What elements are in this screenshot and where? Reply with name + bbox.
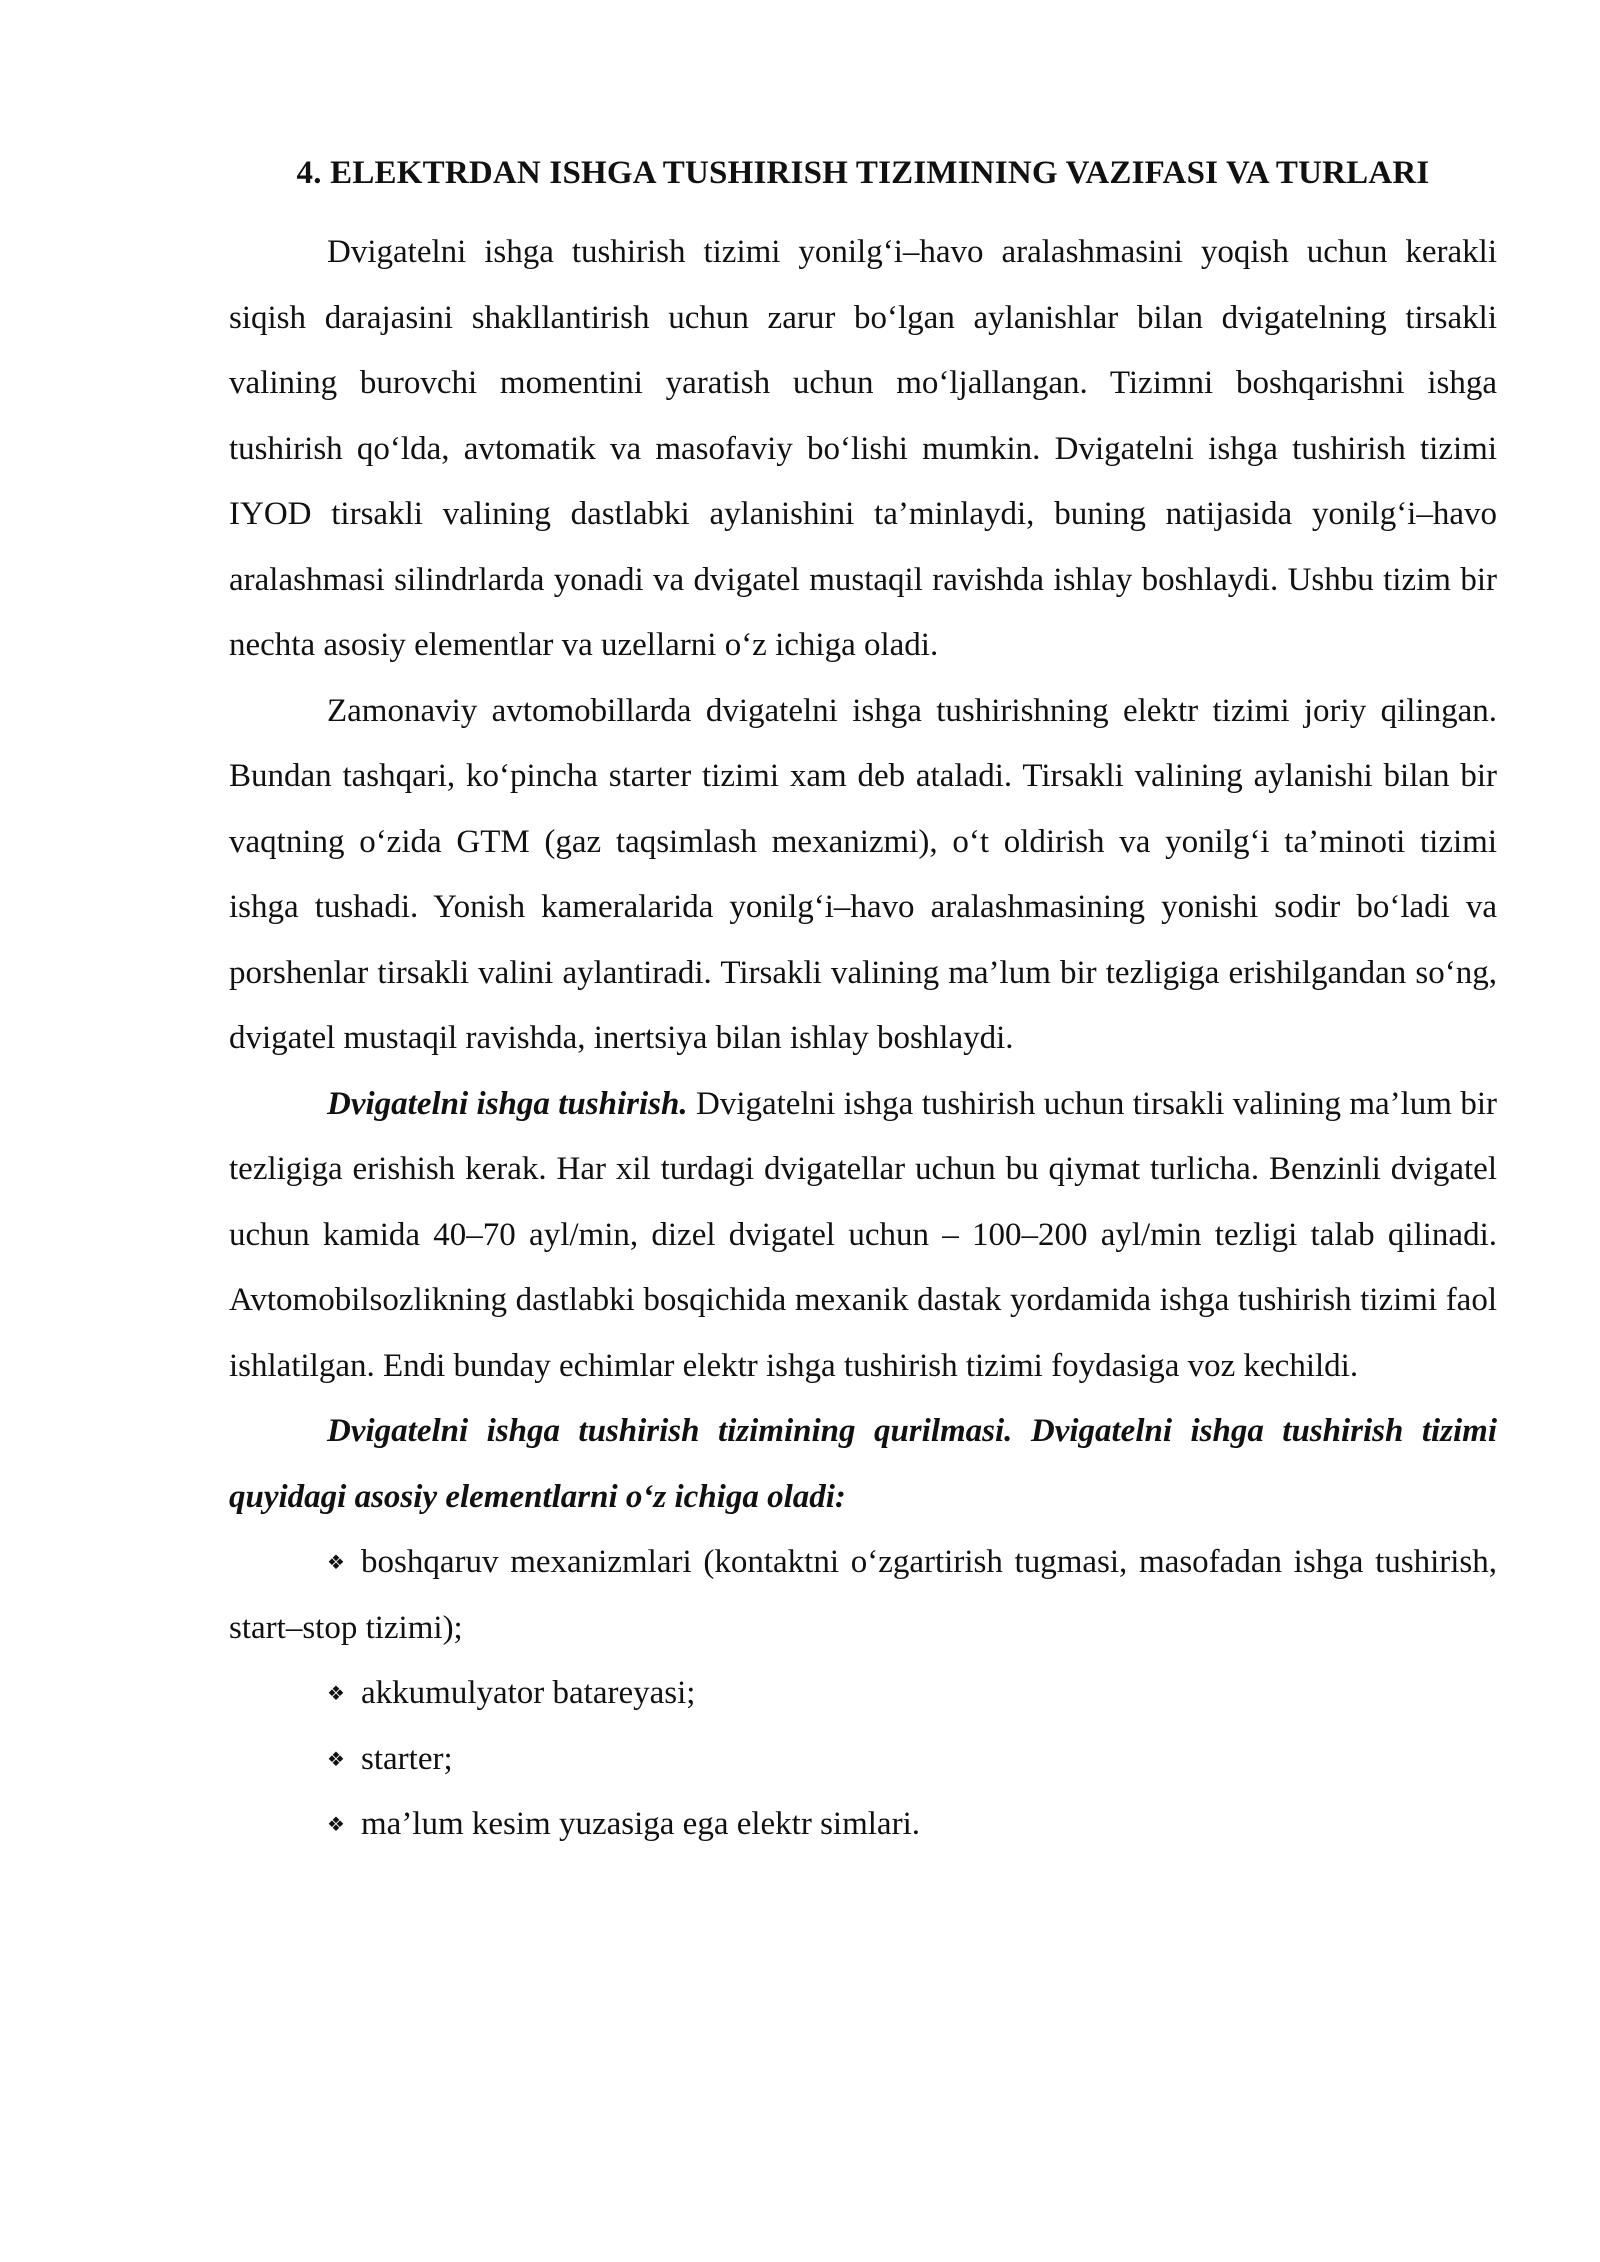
diamond-bullet-icon: ❖ [327, 1550, 345, 1574]
list-item-text: ma’lum kesim yuzasiga ega elektr simlari. [361, 1806, 920, 1842]
section-title: 4. ELEKTRDAN ISHGA TUSHIRISH TIZIMINING VAZIFASI VA TURLARI [296, 155, 1430, 191]
paragraph-system-device: Dvigatelni ishga tushirish tizimining qurilmasi. Dvigatelni ishga tushirish tizimi quyidagi asosiy elementlarni o‘z ichiga oladi: [229, 1413, 1497, 1515]
paragraph-purpose: Dvigatelni ishga tushirish tizimi yonilg‘i–havo aralashmasini yoqish uchun kerakli siqish darajasini shakllantirish uchun zarur bo‘lgan aylanishlar bilan dvigatelning tirsakli valining burovchi momentini yaratish uchun mo‘ljallangan. Tizimni boshqarishni ishga tushirish qo‘lda, avtomatik va masofaviy bo‘lishi mumkin. Dvigatelni ishga tushirish tizimi IYOD tirsakli valining dastlabki aylanishini ta’minlaydi, buning natijasida yonilg‘i–havo aralashmasi silindrlarda yonadi va dvigatel mustaqil ravishda ishlay boshlaydi. Ushbu tizim bir nechta asosiy elementlar va uzellarni o‘z ichiga oladi. [229, 234, 1497, 663]
list-item [229, 1530, 1497, 1661]
list-item-text: starter; [361, 1740, 453, 1777]
paragraph-engine-start [229, 1072, 1497, 1400]
document-page [229, 150, 1497, 1858]
list-item [229, 1792, 1497, 1858]
paragraph-lead-heading: Dvigatelni ishga tushirish. [327, 1085, 688, 1122]
components-list [229, 1530, 1497, 1858]
list-item [229, 1661, 1497, 1727]
diamond-bullet-icon: ❖ [327, 1681, 345, 1705]
diamond-bullet-icon: ❖ [327, 1746, 345, 1771]
paragraph-engine-start-text: Dvigatelni ishga tushirish uchun tirsakli valining ma’lum bir tezligiga erishish kerak. Har xil turdagi dvigatellar uchun bu qiymat turlicha. Benzinli dvigatel uchun kamida 40–70 ayl/min, dizel dvigatel uchun – 100–200 ayl/min tezligi talab qilinadi. Avtomobilsozlikning dastlabki bosqichida mexanik dastak yordamida ishga tushirish tizimi faol ishlatilgan. Endi bunday echimlar elektr ishga tushirish tizimi foydasiga voz kechildi. [229, 1085, 1497, 1384]
list-item [229, 1727, 1497, 1793]
list-item-text: akkumulyator batareyasi; [361, 1675, 696, 1711]
diamond-bullet-icon: ❖ [327, 1812, 345, 1836]
list-item-text: boshqaruv mexanizmlari (kontaktni o‘zgartirish tugmasi, masofadan ishga tushirish, start–stop tizimi); [229, 1544, 1497, 1646]
paragraph-electric-start: Zamonaviy avtomobillarda dvigatelni ishga tushirishning elektr tizimi joriy qilingan. Bundan tashqari, ko‘pincha starter tizimi xam deb ataladi. Tirsakli valining aylanishi bilan bir vaqtning o‘zida GTM (gaz taqsimlash mexanizmi), o‘t oldirish va yonilg‘i ta’minoti tizimi ishga tushadi. Yonish kameralarida yonilg‘i–havo aralashmasining yonishi sodir bo‘ladi va porshenlar tirsakli valini aylantiradi. Tirsakli valining ma’lum bir tezligiga erishilgandan so‘ng, dvigatel mustaqil ravishda, inertsiya bilan ishlay boshlaydi. [229, 692, 1497, 1056]
